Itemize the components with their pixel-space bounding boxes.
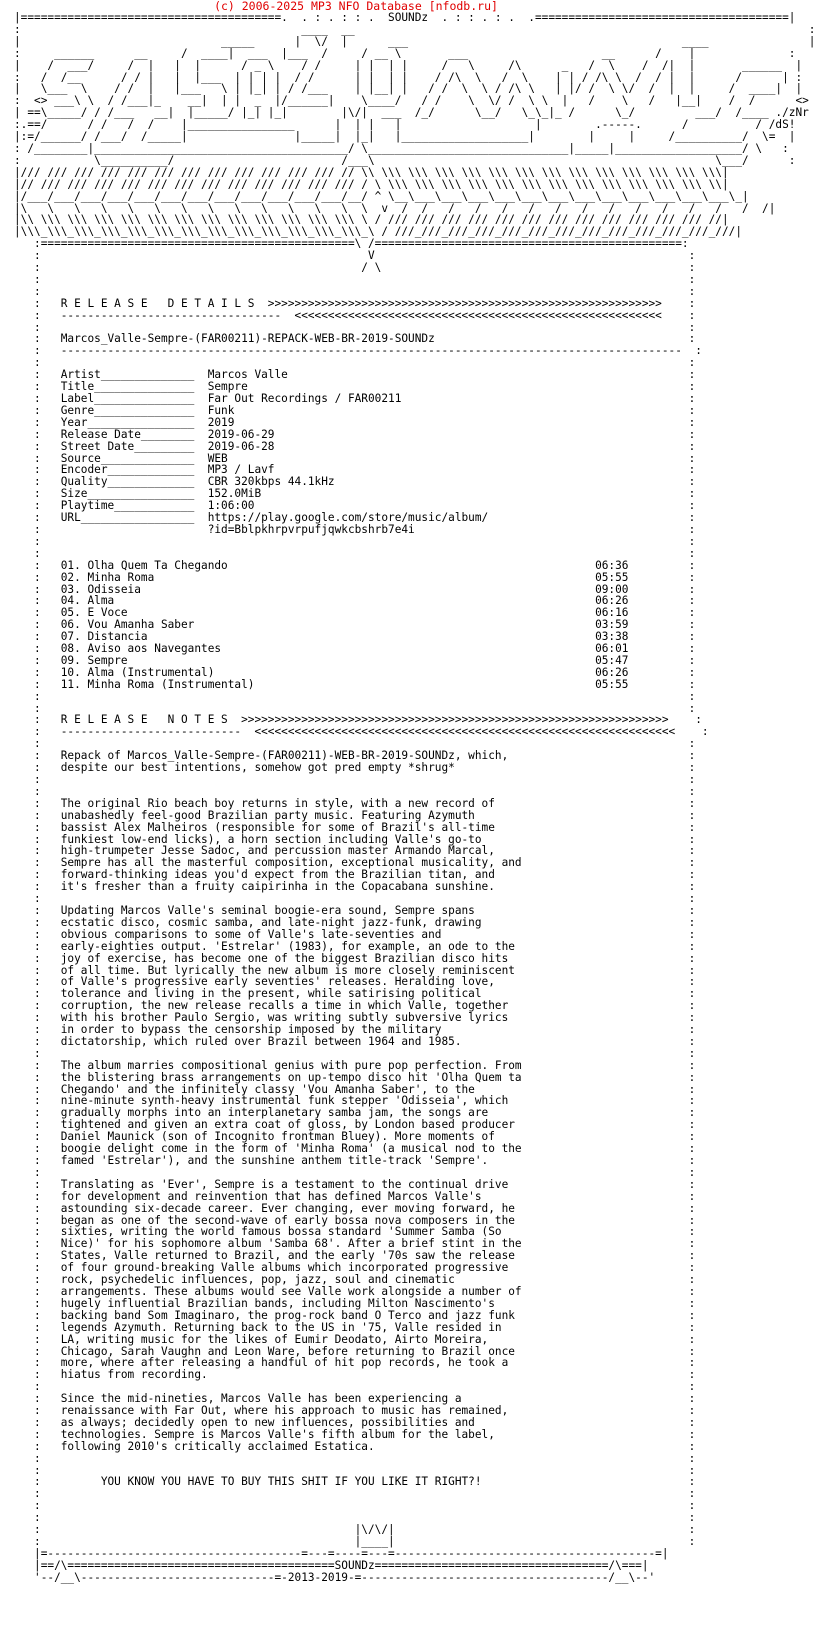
copyright-header: (c) 2006-2025 MP3 NFO Database [nfodb.ru] xyxy=(214,0,498,13)
nfo-text: |=======================================. . : . : : . SOUNDz . : : . : . .======================================| : ____ __ : | _____ | \/ | ___ ____ | : ______ __ / ____| ___ |___ / / __ \ ___ __ / | : | / ___/ / | | | / _ \ / / | | | | / \ /\ _ / \ / /| | ______ | : / /__ / / | | |___ | | | | / / | | | | / /\ \ / \ | | / /\ \ / / | | / | : | \___ \ / / | |___ \ | |_| | / /___ | |__| | / / \ \ / /\ \ | |/ / \ \/ / | | / ____| | : <> ___\ \ / /___|_ __| | | _ |/______| \____/ / / \ \/ / \ \ | / \ / |__| / / <> | ==\_____/ / /___ __| |_____/ |_| |_| |\/| ___ /_/ \__/ \_\_|_ / \_/ ___/ /____ ./zNr :.==/ / / / / |________________ | | | | | .-----. / / /dS! |:=/______/ /___/ /_____| |_____| |_| |___________________| | | /__________/ \= | : /________|______________________________________/ \______________________________|_____|___________________/ \ : : \__________/ /___\ \___/ : |/// /// /// /// /// /// /// /// /// /// /// /// // \\ \\\ \\\ \\\ \\\ \\\ \\\ \\\ \\\ \\\ \\\ \\\ \\\ \\\| |// /// /// /// /// /// /// /// /// /// /// /// /// / \ \\\ \\\ \\\ \\\ \\\ \\\ \\\ \\\ \\\ \\\ \\\ \\\ \\| |/___/___/___/___/___/___/___/___/___/___/___/___/__/ ^ \__\___\___\___\___\___\___\___\___\___\___\___\___\_| |\ \ \ \ \ \ \ \ \ \ \ \ \ \ v / / / / / / / / / / / / / / /| |\\ \\\ \\\ \\\ \\\ \\\ \\\ \\\ \\\ \\\ \\\ \\\ \\\ \ / /// /// /// /// /// /// /// /// /// /// /// /// //| |\\\_\\\_\\\_\\\_\\\_\\\_\\\_\\\_\\\_\\\_\\\_\\\_\\\_\ / ///_///_///_///_///_///_///_///_///_///_///_///_///| :===============================================\ /==============================================: : V : : / \ : : : : : : R E L E A S E D E T A I L S >>>>>>>>>>>>>>>>>>>>>>>>>>>>>>>>>>>>>>>>>>>>>>>>>>>>>>>>>>> : : --------------------------------- <<<<<<<<<<<<<<<<<<<<<<<<<<<<<<<<<<<<<<<<<<<<<<<<<<<<<<< : : : : Marcos_Valle-Sempre-(FAR00211)-REPACK-WEB-BR-2019-SOUNDz : : --------------------------------------------------------------------------------------------- : : : : Artist______________ Marcos Valle : : Title_______________ Sempre : : Label_______________ Far Out Recordings / FAR00211 : : Genre_______________ Funk : : Year________________ 2019 : : Release Date________ 2019-06-29 : : Street Date_________ 2019-06-28 : : Source______________ WEB : : Encoder_____________ MP3 / Lavf : : Quality_____________ CBR 320kbps 44.1kHz : : Size________________ 152.0MiB : : Playtime____________ 1:06:00 : : URL_________________ https://play.google.com/store/music/album/ : : ?id=Bblpkhrpvrpufjqwkcbshrb7e4i : : : : : : 01. Olha Quem Ta Chegando 06:36 : : 02. Minha Roma 05:55 : : 03. Odisseia 09:00 : : 04. Alma 06:26 : : 05. E Voce 06:16 : : 06. Vou Amanha Saber 03:59 : : 07. Distancia 03:38 : : 08. Aviso aos Navegantes 06:01 : : 09. Sempre 05:47 : : 10. Alma (Instrumental) 06:26 : : 11. Minha Roma (Instrumental) 05:55 : : : : : : R E L E A S E N O T E S >>>>>>>>>>>>>>>>>>>>>>>>>>>>>>>>>>>>>>>>>>>>>>>>>>>>>>>>>>>>>>>> : : --------------------------- <<<<<<<<<<<<<<<<<<<<<<<<<<<<<<<<<<<<<<<<<<<<<<<<<<<<<<<<<<<<<<< : : : : Repack of Marcos_Valle-Sempre-(FAR00211)-WEB-BR-2019-SOUNDz, which, : : despite our best intentions, somehow got pred empty *shrug* : : : : : : The original Rio beach boy returns in style, with a new record of : : unabashedly feel-good Brazilian party music. Featuring Azymuth : : bassist Alex Malheiros (responsible for some of Brazil's all-time : : funkiest low-end licks), a horn section including Valle's go-to : : high-trumpeter Jesse Sadoc, and percussion master Armando Marcal, : : Sempre has all the masterful composition, exceptional musicality, and : : forward-thinking ideas you'd expect from the Brazilian titan, and : : it's fresher than a fruity caipirinha in the Copacabana sunshine. : : : : Updating Marcos Valle's seminal boogie-era sound, Sempre spans : : ecstatic disco, cosmic samba, and late-night jazz-funk, drawing : : obvious comparisons to some of Valle's late-seventies and : : early-eighties output. 'Estrelar' (1983), for example, an ode to the : : joy of exercise, has become one of the biggest Brazilian disco hits : : of all time. But lyrically the new album is more closely reminiscent : : of Valle's progressive early seventies' releases. Heralding love, : : tolerance and living in the present, while satirising political : : corruption, the new release recalls a time in which Valle, together : : with his brother Paulo Sergio, was writing subtly subversive lyrics : : in order to bypass the censorship imposed by the military : : dictatorship, which ruled over Brazil between 1964 and 1985. : : : : The album marries compositional genius with pure pop perfection. From : : the blistering brass arrangements on up-tempo disco hit 'Olha Quem ta : : Chegando' and the infinitely classy 'Vou Amanha Saber', to the : : nine-minute synth-heavy instrumental funk stepper 'Odisseia', which : : gradually morphs into an interplanetary samba jam, the songs are : : tightened and given an extra coat of gloss, by London based producer : : Daniel Maunick (son of Incognito frontman Bluey). More moments of : : boogie delight come in the form of 'Minha Roma' (a musical nod to the : : famed 'Estrelar'), and the sunshine anthem title-track 'Sempre'. : : : : Translating as 'Ever', Sempre is a testament to the continual drive : : for development and reinvention that has defined Marcos Valle's : : astounding six-decade career. Ever changing, ever moving forward, he : : began as one of the second-wave of early bossa nova composers in the : : sixties, writing the world famous bossa standard 'Summer Samba (So : : Nice)' for his sophomore album 'Samba 68'. After a brief stint in the : : States, Valle returned to Brazil, and the early '70s saw the release : : of four ground-breaking Valle albums which incorporated progressive : : rock, psychedelic influences, pop, jazz, soul and cinematic : : arrangements. These albums would see Valle work alongside a number of : : hugely influential Brazilian bands, including Milton Nascimento's : : backing band Som Imaginaro, the prog-rock band O Terco and jazz funk : : legends Azymuth. Returning back to the US in '75, Valle resided in : : LA, writing music for the likes of Eumir Deodato, Airto Moreira, : : Chicago, Sarah Vaughn and Leon Ware, before returning to Brazil once : : more, where after releasing a handful of hit pop records, he took a : : hiatus from recording. : : : : Since the mid-nineties, Marcos Valle has been experiencing a : : renaissance with Far Out, where his approach to music has remained, : : as always; decidedly open to new influences, possibilities and : : technologies. Sempre is Marcos Valle's fifth album for the label, : : following 2010's critically acclaimed Estatica. : : : : : : YOU KNOW YOU HAVE TO BUY THIS SHIT IF YOU LIKE IT RIGHT?! : : : : : : : : |\/\/| : : |____| : |=--------------------------------------=---=----=---=---------------------------------------=| |==/\========================================SOUNDz===================================/\===| '--/__\-----------------------------=-2013-2019-=-------------------------------------/__\--' xyxy=(14,11,815,1584)
